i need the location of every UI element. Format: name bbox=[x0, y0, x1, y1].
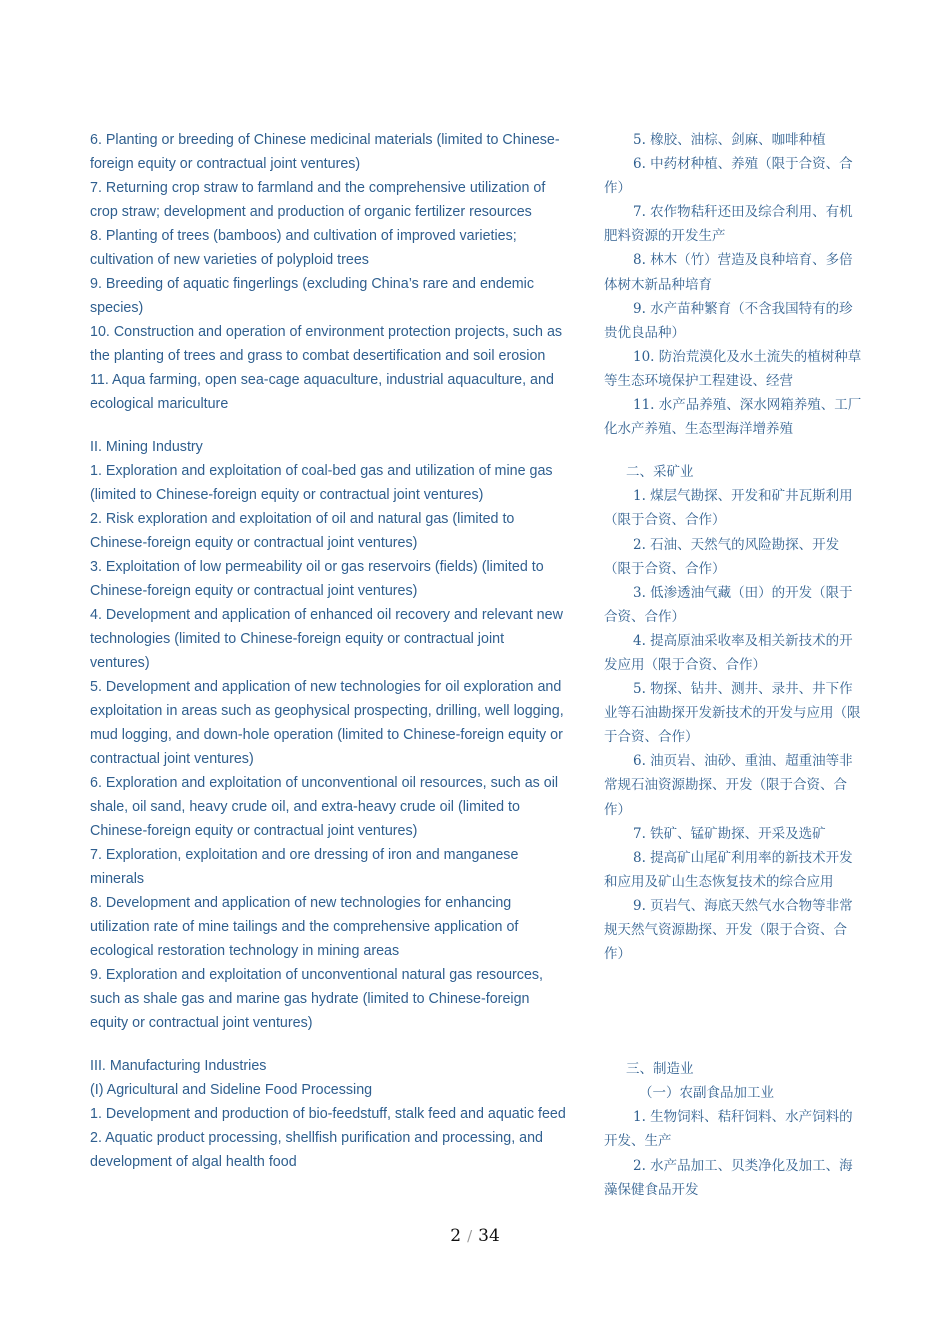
list-item: 9. 页岩气、海底天然气水合物等非常规天然气资源勘探、开发（限于合资、合作） bbox=[604, 897, 853, 963]
list-item: 11. Aqua farming, open sea-cage aquaculture, industrial aquaculture, and ecological mariculture bbox=[90, 372, 554, 412]
section-heading: 二、采矿业 bbox=[626, 464, 694, 481]
list-item: 5. 物探、钻井、测井、录井、井下作业等石油勘探开发新技术的开发与应用（限于合资、合作） bbox=[604, 681, 861, 746]
list-item: 3. Exploitation of low permeability oil or gas reservoirs (fields) (limited to Chinese-foreign equity or contractual joint ventures) bbox=[90, 559, 544, 599]
list-item: 3. 低渗透油气藏（田）的开发（限于合资、合作） bbox=[604, 584, 853, 625]
subsection-heading: （一）农副食品加工业 bbox=[639, 1085, 774, 1102]
list-item: 2. Aquatic product processing, shellfish purification and processing, and development of algal health food bbox=[90, 1130, 544, 1170]
english-manufacturing-section bbox=[90, 1054, 566, 1174]
page-separator: / bbox=[467, 1227, 473, 1245]
list-item: 10. 防治荒漠化及水土流失的植树种草等生态环境保护工程建设、经营 bbox=[604, 348, 862, 389]
list-item: 5. 橡胶、油棕、剑麻、咖啡种植 bbox=[633, 132, 826, 148]
section-heading: III. Manufacturing Industries bbox=[90, 1058, 267, 1074]
list-item: 6. 中药材种植、养殖（限于合资、合作） bbox=[604, 156, 853, 197]
chinese-mining-section bbox=[604, 460, 862, 966]
chinese-manufacturing-section bbox=[604, 1057, 862, 1202]
list-item: 2. 石油、天然气的风险勘探、开发（限于合资、合作） bbox=[604, 536, 840, 577]
list-item: 6. 油页岩、油砂、重油、超重油等非常规石油资源勘探、开发（限于合资、合作） bbox=[604, 753, 853, 818]
current-page: 2 bbox=[450, 1226, 462, 1246]
chinese-agriculture-list bbox=[604, 128, 862, 441]
list-item: 8. Development and application of new technologies for enhancing utilization rate of mine tailings and the comprehensive application of ecological restoration technology in mining areas bbox=[90, 895, 519, 959]
list-item: 9. Exploration and exploitation of unconventional natural gas resources, such as shale gas and marine gas hydrate (limited to Chinese-foreign equity or contractual joint ventures) bbox=[90, 967, 544, 1031]
list-item: 4. Development and application of enhanced oil recovery and relevant new technologies (limited to Chinese-foreign equity or contractual joint ventures) bbox=[90, 607, 563, 671]
page-number bbox=[0, 1226, 950, 1246]
list-item: 9. Breeding of aquatic fingerlings (excluding China’s rare and endemic species) bbox=[90, 276, 534, 316]
list-item: 8. Planting of trees (bamboos) and cultivation of improved varieties; cultivation of new varieties of polyploid trees bbox=[90, 228, 517, 268]
list-item: 1. 煤层气勘探、开发和矿井瓦斯利用（限于合资、合作） bbox=[604, 488, 853, 529]
english-mining-section bbox=[90, 435, 566, 1035]
list-item: 2. Risk exploration and exploitation of oil and natural gas (limited to Chinese-foreign equity or contractual joint ventures) bbox=[90, 511, 515, 551]
list-item: 1. 生物饲料、秸秆饲料、水产饲料的开发、生产 bbox=[604, 1109, 853, 1150]
list-item: 10. Construction and operation of environment protection projects, such as the planting of trees and grass to combat desertification and soil erosion bbox=[90, 324, 563, 364]
subsection-heading: (I) Agricultural and Sideline Food Processing bbox=[90, 1082, 373, 1098]
list-item: 5. Development and application of new technologies for oil exploration and exploitation in areas such as geophysical prospecting, drilling, well logging, mud logging, and down-hole operation (limited to Chinese-foreign equity or contractual joint ventures) bbox=[90, 679, 564, 767]
english-column bbox=[90, 128, 566, 1174]
section-heading: 三、制造业 bbox=[626, 1061, 694, 1078]
list-item: 1. Development and production of bio-feedstuff, stalk feed and aquatic feed bbox=[90, 1106, 566, 1122]
chinese-column bbox=[604, 128, 862, 1202]
list-item: 7. Exploration, exploitation and ore dressing of iron and manganese minerals bbox=[90, 847, 519, 887]
list-item: 6. Planting or breeding of Chinese medicinal materials (limited to Chinese-foreign equity or contractual joint ventures) bbox=[90, 132, 560, 172]
list-item: 7. Returning crop straw to farmland and the comprehensive utilization of crop straw; development and production of organic fertilizer resources bbox=[90, 180, 546, 220]
list-item: 6. Exploration and exploitation of unconventional oil resources, such as oil shale, oil sand, heavy crude oil, and extra-heavy crude oil (limited to Chinese-foreign equity or contractual joint ventures) bbox=[90, 775, 559, 839]
english-agriculture-list bbox=[90, 128, 566, 416]
list-item: 8. 提高矿山尾矿利用率的新技术开发和应用及矿山生态恢复技术的综合应用 bbox=[604, 849, 853, 890]
total-pages: 34 bbox=[478, 1226, 500, 1246]
list-item: 9. 水产苗种繁育（不含我国特有的珍贵优良品种） bbox=[604, 300, 853, 341]
section-heading: II. Mining Industry bbox=[90, 439, 203, 455]
list-item: 11. 水产品养殖、深水网箱养殖、工厂化水产养殖、生态型海洋增养殖 bbox=[604, 397, 862, 438]
list-item: 4. 提高原油采收率及相关新技术的开发应用（限于合资、合作） bbox=[604, 632, 853, 673]
list-item: 8. 林木（竹）营造及良种培育、多倍体树木新品种培育 bbox=[604, 252, 853, 293]
list-item: 7. 农作物秸秆还田及综合利用、有机肥料资源的开发生产 bbox=[604, 204, 853, 245]
list-item: 7. 铁矿、锰矿勘探、开采及选矿 bbox=[633, 825, 826, 842]
list-item: 2. 水产品加工、贝类净化及加工、海藻保健食品开发 bbox=[604, 1157, 853, 1198]
list-item: 1. Exploration and exploitation of coal-bed gas and utilization of mine gas (limited to Chinese-foreign equity or contractual joint ventures) bbox=[90, 463, 553, 503]
